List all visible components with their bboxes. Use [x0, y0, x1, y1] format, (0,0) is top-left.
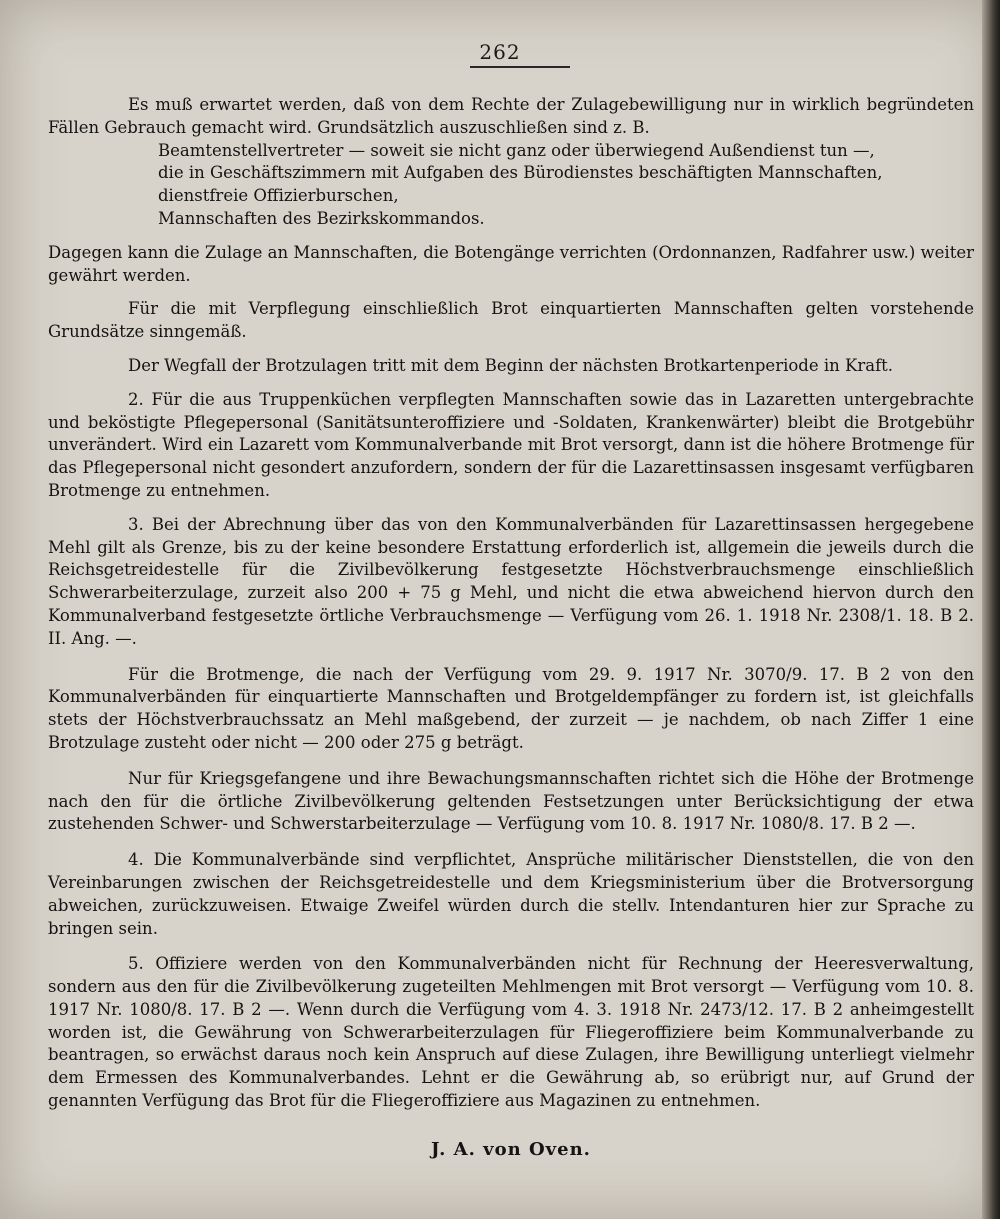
list-item: die in Geschäftszimmern mit Aufgaben des Bürodienstes beschäftigten Mannschaften, [158, 163, 883, 183]
page-number: 262 [479, 40, 521, 64]
page-number-rule [470, 66, 570, 68]
paragraph-einquartierte: Für die mit Verpflegung einschließlich Brot einquartierten Mannschaften gelten vorstehende Grundsätze sinngemäß. [48, 299, 974, 342]
list-item: dienstfreie Offizierburschen, [158, 186, 399, 206]
paragraph-kriegsgefangene: Nur für Kriegsgefangene und ihre Bewachungsmannschaften richtet sich die Höhe der Brotmenge nach den für die örtliche Zivilbevölkerung geltenden Festsetzungen unter Berücksichtigung der etwa zustehenden Schwer- und Schwerstarbeiterzulage — Verfügung vom 10. 8. 1917 Nr. 1080/8. 17. B 2 —. [48, 768, 974, 834]
paragraph-wegfall: Der Wegfall der Brotzulagen tritt mit dem Beginn der nächsten Brotkartenperiode in Kraft. [128, 355, 894, 375]
paragraph-section-3: 3. Bei der Abrechnung über das von den Kommunalverbänden für Lazarettinsassen hergegebene Mehl gilt als Grenze, bis zu der keine besondere Erstattung erforderlich ist, allgemein die jeweils durch die Reichsgetreidestelle für die Zivilbevölkerung festgesetzte Höchstverbrauchsmenge einschließlich Schwerarbeiterzulage, zurzeit also 200 + 75 g Mehl, und nicht die etwa abweichend hiervon durch den Kommunalverband festgesetzte örtliche Verbrauchsmenge — Verfügung vom 26. 1. 1918 Nr. 2308/1. 18. B 2. II. Ang. —. [48, 514, 974, 648]
paragraph-brotmenge: Für die Brotmenge, die nach der Verfügung vom 29. 9. 1917 Nr. 3070/9. 17. B 2 von den Kommunalverbänden für einquartierte Mannschaften und Brotgeldempfänger zu fordern ist, ist gleichfalls stets der Höchstverbrauchssatz an Mehl maßgebend, der zurzeit — je nachdem, ob nach Ziffer 1 eine Brotzulage zusteht oder nicht — 200 oder 275 g beträgt. [48, 664, 974, 752]
signature: J. A. von Oven. [431, 1138, 591, 1160]
paragraph-botengaenge: Dagegen kann die Zulage an Mannschaften, die Botengänge verrichten (Ordonnanzen, Radfahrer usw.) weiter gewährt werden. [48, 242, 974, 285]
exclusion-list [158, 140, 974, 231]
document-body [48, 94, 974, 1162]
paragraph-zulage-intro: Es muß erwartet werden, daß von dem Rechte der Zulagebewilligung nur in wirklich begründeten Fällen Gebrauch gemacht wird. Grundsätzlich auszuschließen sind z. B. [48, 95, 974, 137]
paragraph-section-5: 5. Offiziere werden von den Kommunalverbänden nicht für Rechnung der Heeresverwaltung, sondern aus den für die Zivilbevölkerung zugeteilten Mehlmengen mit Brot versorgt — Verfügung vom 10. 8. 1917 Nr. 1080/8. 17. B 2 —. Wenn durch die Verfügung vom 4. 3. 1918 Nr. 2473/12. 17. B 2 anheimgestellt worden ist, die Gewährung von Schwerarbeiterzulagen für Fliegeroffiziere beim Kommunalverbande zu beantragen, so erwächst daraus noch kein Anspruch auf diese Zulagen, ihre Bewilligung unterliegt vielmehr dem Ermessen des Kommunalverbandes. Lehnt er die Gewährung ab, so erübrigt nur, auf Grund der genannten Verfügung das Brot für die Fliegeroffiziere aus Magazinen zu entnehmen. [48, 954, 974, 1111]
paragraph-section-4: 4. Die Kommunalverbände sind verpflichtet, Ansprüche militärischer Dienststellen, die von den Vereinbarungen zwischen der Reichsgetreidestelle und dem Kriegsministerium über die Brotversorgung abweichen, zurückzuweisen. Etwaige Zweifel würden durch die stellv. Intendanturen hier zur Sprache zu bringen sein. [48, 850, 974, 938]
list-item: Beamtenstellvertreter — soweit sie nicht ganz oder überwiegend Außendienst tun —, [158, 140, 875, 160]
binding-edge [982, 0, 1000, 1219]
list-item: Mannschaften des Bezirkskommandos. [158, 208, 485, 228]
paragraph-section-2: 2. Für die aus Truppenküchen verpflegten Mannschaften sowie das in Lazaretten untergebrachte und beköstigte Pflegepersonal (Sanitätsunteroffiziere und -Soldaten, Krankenwärter) bleibt die Brotgebühr unverändert. Wird ein Lazarett vom Kommunalverbande mit Brot versorgt, dann ist die höhere Brotmenge für das Pflegepersonal nicht gesondert anzufordern, sondern der für die Lazarettinsassen insgesamt verfügbaren Brotmenge zu entnehmen. [48, 389, 974, 500]
